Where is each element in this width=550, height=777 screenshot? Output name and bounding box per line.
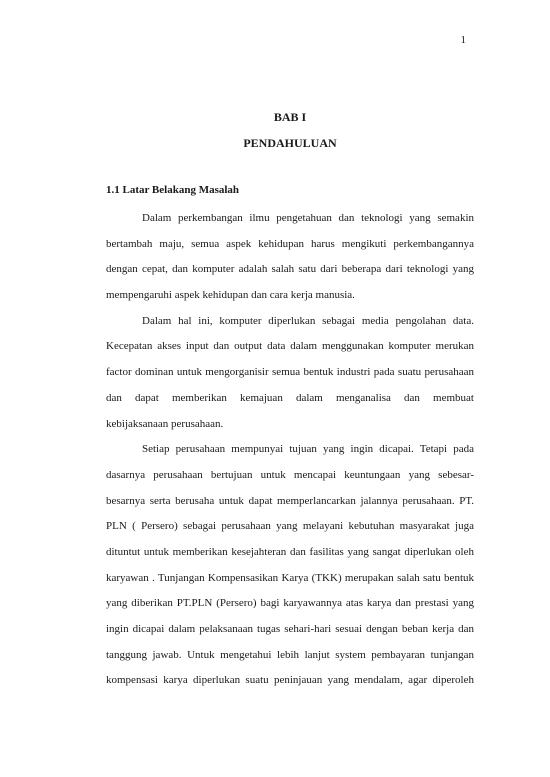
paragraph-line: dengan cepat, dan komputer adalah salah satu dari beberapa dari teknologi yang [106,263,474,276]
paragraph-line: karyawan . Tunjangan Kompensasikan Karya (TKK) merupakan salah satu bentuk [106,571,474,584]
paragraph-line: factor dominan untuk mengorganisir semua bentuk industri pada suatu perusahaan [106,366,474,379]
body-text [106,208,474,696]
paragraph [106,208,474,311]
paragraph-line: yang diberikan PT.PLN (Persero) bagi karyawannya atas karya dan prestasi yang [106,597,474,610]
paragraph-line: Kecepatan akses input dan output data dalam menggunakan komputer merukan [106,340,474,353]
page-number: 1 [460,34,466,46]
paragraph-line: Setiap perusahaan mempunyai tujuan yang ingin dicapai. Tetapi pada [142,443,474,456]
paragraph-line: ingin dicapai dalam pelaksanaan tugas sehari-hari sesuai dengan beban kerja dan [106,623,474,635]
paragraph [106,311,474,439]
paragraph-line: dasarnya perusahaan bertujuan untuk mencapai keuntungaan yang sebesar- [106,468,474,481]
paragraph-line: kompensasi karya diperlukan suatu peninjauan yang mendalam, agar diperoleh [106,674,474,687]
paragraph-line: besarnya serta berusaha untuk dapat memperlancarkan jalannya perusahaan. PT. [106,494,474,507]
paragraph-line: Dalam perkembangan ilmu pengetahuan dan teknologi yang semakin [142,212,474,224]
paragraph-line: bertambah maju, semua aspek kehidupan harus mengikuti perkembangannya [106,237,474,250]
paragraph-line: Dalam hal ini, komputer diperlukan sebagai media pengolahan data. [142,314,474,327]
paragraph-line: kebijaksanaan perusahaan. [106,417,224,430]
chapter-number: BAB I [273,110,307,124]
chapter-title: PENDAHULUAN [243,136,337,150]
section-heading: 1.1 Latar Belakang Masalah [106,184,240,196]
paragraph-line: tanggung jawab. Untuk mengetahui lebih lanjut system pembayaran tunjangan [106,648,474,661]
paragraph-line: PLN ( Persero) sebagai perusahaan yang melayani kebutuhan masyarakat juga [106,520,474,533]
paragraph-line: dan dapat memberikan kemajuan dalam menganalisa dan membuat [106,391,474,404]
paragraph-line: mempengaruhi aspek kehidupan dan cara kerja manusia. [106,289,355,302]
paragraph [106,439,474,696]
paragraph-line: dituntut untuk memberikan kesejahteran dan fasilitas yang sangat diperlukan oleh [106,545,474,558]
